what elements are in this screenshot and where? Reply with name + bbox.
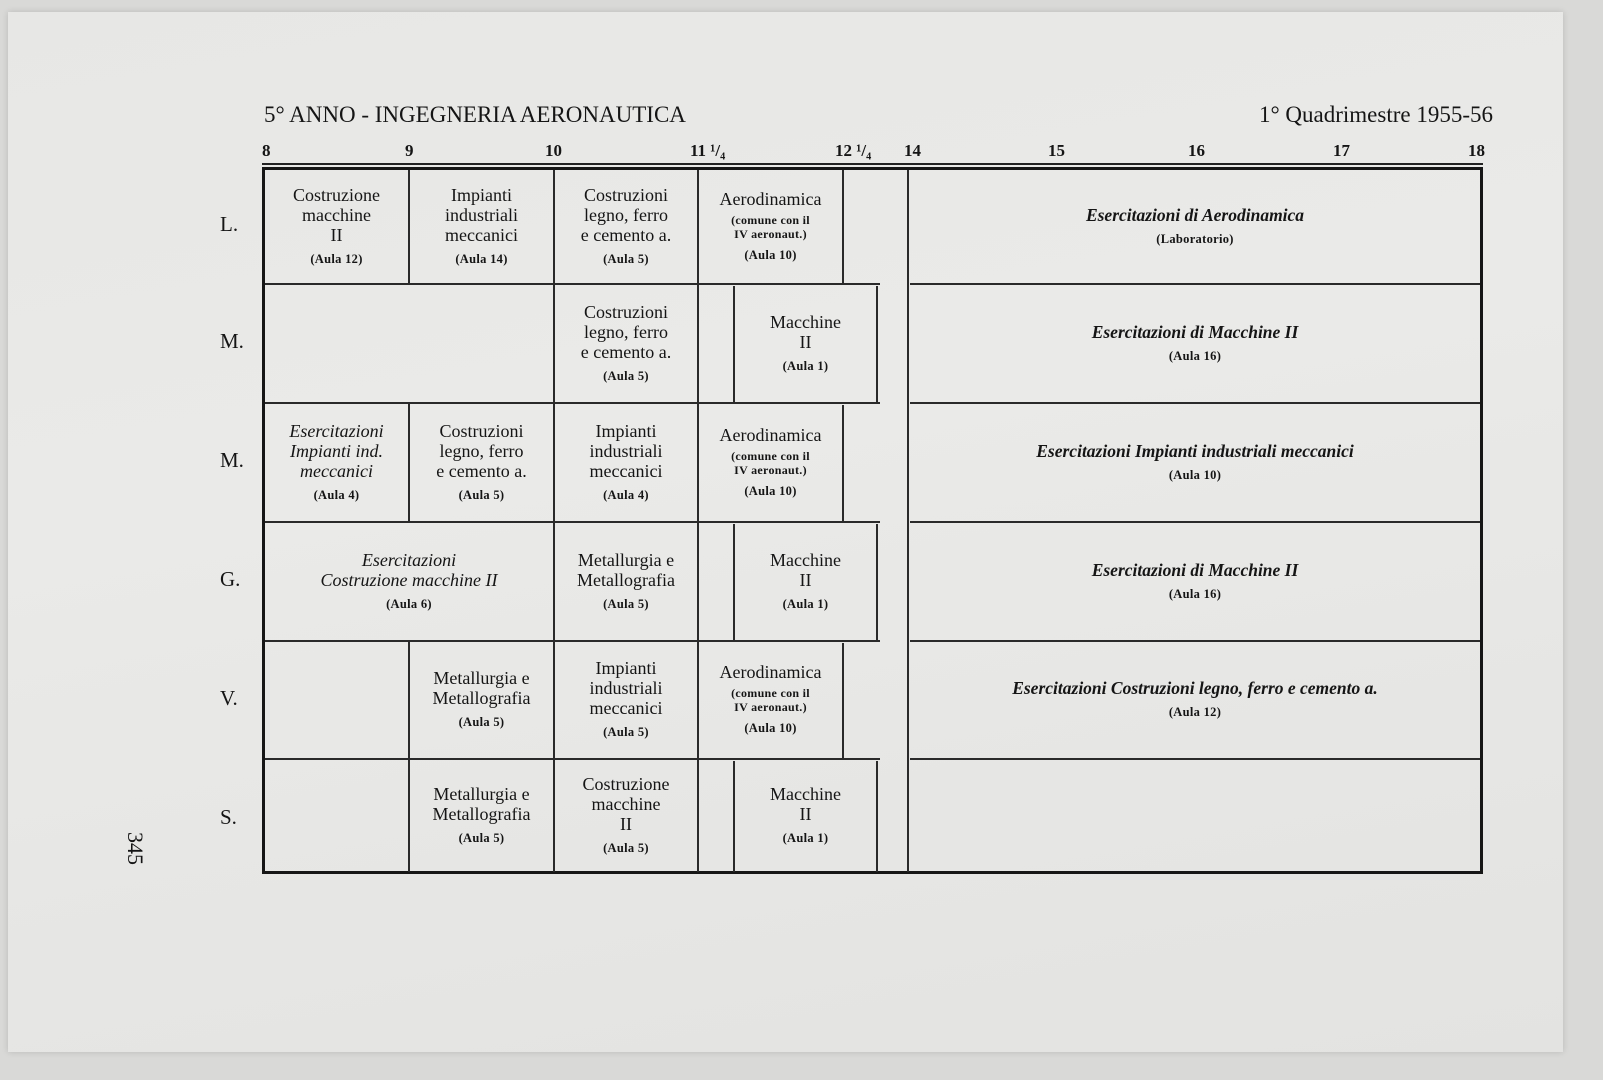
hour-label: 11 ¹/₄ — [690, 141, 726, 160]
course-cell — [555, 643, 697, 757]
course-title: Esercitazioni di Macchine II — [1091, 321, 1299, 342]
row-divider — [265, 640, 880, 642]
course-cell — [555, 172, 697, 282]
room-label: (Aula 5) — [603, 252, 649, 266]
course-line: Metallurgia e — [433, 668, 530, 688]
room-label: (Aula 5) — [458, 487, 505, 502]
course-line: Impianti ind. — [290, 440, 383, 461]
course-line: meccanici — [445, 225, 518, 245]
course-note: IV aeronaut.) — [734, 462, 807, 477]
term-label: 1° Quadrimestre 1955-56 — [1258, 102, 1493, 127]
row-divider — [265, 402, 880, 404]
course-line: industriali — [445, 205, 518, 225]
hour-label: 18 — [1468, 141, 1485, 160]
course-line: Impianti — [451, 185, 512, 205]
hour-label: 9 — [405, 141, 414, 160]
course-cell — [735, 761, 876, 871]
course-title: Aerodinamica — [719, 424, 822, 445]
course-cell — [265, 172, 408, 282]
row-divider — [910, 402, 1480, 404]
row-divider — [910, 283, 1480, 285]
hour-label: 14 — [904, 141, 921, 160]
course-cell — [699, 405, 842, 520]
course-cell — [555, 524, 697, 639]
room-label: (Aula 6) — [386, 596, 432, 611]
course-cell — [555, 405, 697, 520]
hour-label: 10 — [545, 141, 562, 160]
course-line: meccanici — [300, 460, 373, 481]
room-label: (Aula 16) — [1168, 586, 1222, 601]
course-line: industriali — [589, 440, 663, 461]
course-line: meccanici — [589, 460, 663, 481]
course-cell — [699, 172, 842, 282]
column-divider — [907, 170, 909, 872]
room-label: (Aula 4) — [603, 487, 649, 502]
room-label: (Aula 1) — [782, 358, 829, 373]
room-label: (Aula 10) — [744, 483, 797, 498]
course-line: II — [799, 804, 812, 824]
course-cell — [910, 524, 1480, 639]
room-label: (Aula 16) — [1168, 348, 1222, 363]
course-note: (comune con il — [731, 213, 810, 227]
course-cell — [410, 405, 553, 520]
day-label: M. — [220, 329, 244, 353]
course-line: Metallografia — [432, 688, 531, 708]
column-divider — [876, 524, 878, 640]
course-cell — [410, 643, 553, 757]
course-cell — [735, 286, 876, 401]
room-label: (Aula 5) — [458, 831, 505, 845]
hour-label: 12 ¹/₄ — [835, 141, 872, 160]
room-label: (Aula 10) — [744, 248, 797, 262]
course-title: Aerodinamica — [719, 189, 822, 209]
room-label: (Aula 12) — [1168, 705, 1222, 719]
course-note: IV aeronaut.) — [734, 700, 807, 714]
row-divider — [265, 521, 880, 523]
room-label: (Aula 10) — [1168, 467, 1222, 482]
course-title: Esercitazioni Impianti industriali meccanici — [1036, 440, 1354, 461]
course-line: Costruzioni — [439, 420, 524, 441]
course-cell — [265, 524, 553, 639]
course-cell — [699, 643, 842, 757]
course-line: II — [799, 569, 812, 590]
course-line: e cemento a. — [580, 225, 672, 245]
course-line: e cemento a. — [436, 460, 527, 481]
room-label: (Aula 5) — [603, 841, 649, 855]
course-line: legno, ferro — [439, 440, 524, 461]
row-divider — [265, 283, 880, 285]
course-line: Metallografia — [577, 569, 675, 590]
course-cell — [265, 405, 408, 520]
course-line: Costruzione macchine II — [320, 569, 498, 590]
course-line: Costruzione — [293, 185, 380, 205]
course-line: Esercitazioni — [289, 420, 384, 441]
course-title: Esercitazioni di Aerodinamica — [1085, 205, 1305, 225]
hour-label: 8 — [262, 141, 271, 160]
day-label: L. — [220, 212, 239, 236]
hour-label: 15 — [1048, 141, 1065, 160]
room-label: (Aula 14) — [455, 252, 508, 266]
room-label: (Aula 5) — [603, 368, 649, 383]
hour-label: 16 — [1188, 141, 1205, 160]
header-rule — [262, 163, 1483, 165]
course-line: Costruzione — [582, 774, 670, 794]
day-label: G. — [220, 567, 241, 591]
course-line: legno, ferro — [584, 205, 668, 225]
course-line: Costruzioni — [584, 301, 668, 322]
day-label: S. — [220, 805, 237, 829]
course-cell — [735, 524, 876, 639]
course-line: Metallurgia e — [577, 549, 675, 570]
course-note: (comune con il — [731, 448, 810, 463]
course-line: Costruzioni — [584, 185, 668, 205]
day-label: V. — [220, 686, 238, 710]
room-label: (Aula 10) — [744, 721, 797, 735]
room-label: (Aula 5) — [603, 725, 649, 739]
course-line: legno, ferro — [584, 321, 668, 342]
course-note: (comune con il — [731, 686, 810, 700]
course-cell — [410, 761, 553, 871]
page-title: 5° ANNO - INGEGNERIA AERONAUTICA — [264, 102, 686, 127]
room-label: (Aula 5) — [603, 596, 649, 611]
row-divider — [910, 640, 1480, 642]
course-line: meccanici — [589, 698, 663, 718]
course-line: II — [799, 331, 812, 352]
course-note: IV aeronaut.) — [734, 227, 807, 241]
course-line: Macchine — [770, 784, 841, 804]
course-title: Esercitazioni Costruzioni legno, ferro e cemento a. — [1012, 678, 1378, 698]
course-line: Esercitazioni — [361, 549, 457, 570]
hour-label: 17 — [1333, 141, 1350, 160]
row-divider — [910, 758, 1480, 760]
course-line: macchine — [591, 794, 661, 814]
course-line: Metallografia — [432, 804, 531, 824]
room-label: (Aula 1) — [782, 596, 829, 611]
course-line: Metallurgia e — [433, 784, 530, 804]
column-divider — [876, 286, 878, 402]
course-line: e cemento a. — [580, 341, 672, 362]
page-number: 345 — [123, 832, 148, 865]
room-label: (Aula 4) — [313, 487, 360, 502]
course-line: II — [330, 225, 343, 245]
course-cell — [555, 761, 697, 871]
room-label: (Aula 1) — [782, 831, 829, 845]
course-title: Aerodinamica — [719, 662, 822, 682]
course-line: Impianti — [595, 658, 657, 678]
course-cell — [555, 286, 697, 401]
course-cell — [910, 643, 1480, 757]
column-divider — [842, 170, 844, 283]
course-line: industriali — [589, 678, 663, 698]
course-cell — [910, 172, 1480, 282]
course-cell — [410, 172, 553, 282]
course-line: Macchine — [770, 311, 841, 332]
room-label: (Aula 5) — [458, 715, 505, 729]
room-label: (Aula 12) — [310, 252, 363, 266]
course-line: macchine — [302, 205, 371, 225]
course-title: Esercitazioni di Macchine II — [1091, 559, 1299, 580]
course-cell — [910, 405, 1480, 520]
column-divider — [876, 761, 878, 872]
row-divider — [265, 758, 880, 760]
column-divider — [842, 643, 844, 758]
course-cell — [910, 286, 1480, 401]
course-line: Impianti — [595, 420, 657, 441]
day-label: M. — [220, 448, 244, 472]
room-label: (Laboratorio) — [1156, 232, 1234, 246]
row-divider — [910, 521, 1480, 523]
course-line: II — [620, 814, 632, 834]
course-line: Macchine — [770, 549, 841, 570]
column-divider — [842, 405, 844, 521]
